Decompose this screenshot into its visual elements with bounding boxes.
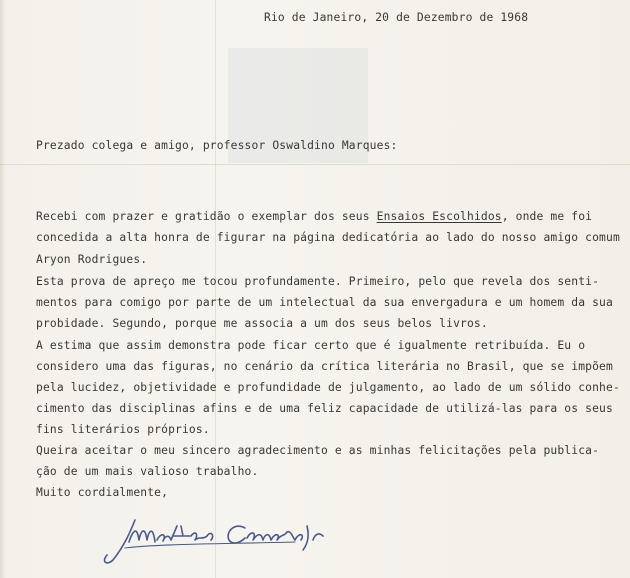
sig-underline xyxy=(125,542,295,548)
sig-stroke-attoso xyxy=(157,526,213,541)
closing: Muito cordialmente, xyxy=(36,486,169,499)
p3-line-2: considero uma das figuras, no cenário da crítica literária no Brasil, que se impõem xyxy=(36,360,613,373)
place-date: Rio de Janeiro, 20 de Dezembro de 1968 xyxy=(264,11,529,24)
p2-line-2: mentos para comigo por parte de um intelectual da sua envergadura e um homem da sua xyxy=(36,296,613,309)
sig-stroke-jr xyxy=(303,526,323,550)
paper-edge xyxy=(0,0,6,578)
p3-line-3: pela lucidez, objetividade e profundidade de julgamento, ao lado de um sólido conhe- xyxy=(36,381,620,394)
p1-line-1-post: , onde me foi xyxy=(501,210,593,223)
p2-line-1: Esta prova de apreço me tocou profundamente. Primeiro, pelo que revela dos senti- xyxy=(36,275,600,288)
p1-line-1-pre: Recebi com prazer e gratidão o exemplar dos seus xyxy=(36,210,377,223)
p3-line-4: cimento das disciplinas afins e de uma feliz capacidade de utilizá-las para os seus xyxy=(36,402,613,415)
p4-line-2: ção de um mais valioso trabalho. xyxy=(36,465,259,478)
p1-line-2: concedida a alta honra de figurar na página dedicatória ao lado do nosso amigo comum xyxy=(36,231,620,244)
p4-line-1: Queira aceitar o meu sincero agradecimento e as minhas felicitações pela publica- xyxy=(36,444,600,457)
sig-stroke-amara xyxy=(247,532,302,540)
p2-line-3: probidade. Segundo, porque me associa a um dos seus belos livros. xyxy=(36,317,488,330)
handwritten-signature xyxy=(95,500,365,570)
p1-line-3: Aryon Rodrigues. xyxy=(36,253,148,266)
sig-stroke-m xyxy=(129,531,155,542)
sig-stroke-c xyxy=(228,526,245,543)
book-title: Ensaios Escolhidos xyxy=(376,210,502,223)
vertical-fold xyxy=(215,0,216,578)
sig-stroke-j xyxy=(105,520,135,563)
p3-line-5: fins literários próprios. xyxy=(36,423,210,436)
horizontal-fold xyxy=(0,164,630,165)
p1-line-1 xyxy=(36,210,592,224)
p3-line-1: A estima que assim demonstra pode ficar certo que é igualmente retribuída. Eu o xyxy=(36,339,586,352)
salutation: Prezado colega e amigo, professor Oswaldino Marques: xyxy=(36,139,398,152)
